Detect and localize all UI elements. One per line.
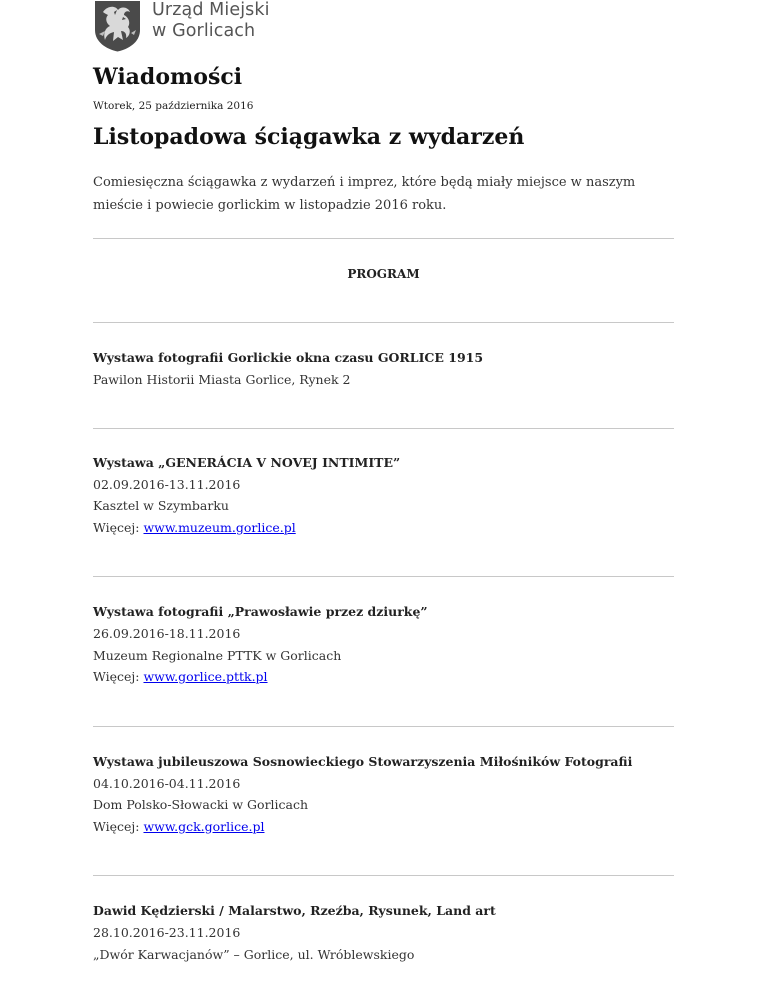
event-link[interactable]: www.gck.gorlice.pl <box>143 818 265 834</box>
event-dates: 04.10.2016-04.11.2016 <box>93 775 241 791</box>
event-dates: 28.10.2016-23.11.2016 <box>93 925 241 940</box>
event-item <box>93 727 674 838</box>
event-place: Kasztel w Szymbarku <box>93 498 229 513</box>
program-heading: PROGRAM <box>347 267 420 281</box>
event-place: Muzeum Regionalne PTTK w Gorlicach <box>93 647 342 663</box>
more-label: Więcej: <box>93 519 144 535</box>
more-label: Więcej: <box>93 669 144 684</box>
event-place: Dom Polsko-Słowacki w Gorlicach <box>93 797 309 812</box>
event-more <box>93 666 674 688</box>
more-label: Więcej: <box>93 818 144 834</box>
event-item <box>93 876 674 965</box>
event-link[interactable]: www.gorlice.pttk.pl <box>143 669 268 684</box>
article-title: Listopadowa ściągawka z wydarzeń <box>93 124 525 150</box>
logo-text <box>152 0 270 42</box>
event-title: Wystawa jubileuszowa Sosnowieckiego Stowarzyszenia Miłośników Fotografii <box>93 753 633 769</box>
event-item <box>93 429 674 539</box>
logo-line-2: w Gorlicach <box>152 21 256 41</box>
event-place: Pawilon Historii Miasta Gorlice, Rynek 2 <box>93 372 351 387</box>
event-link[interactable]: www.muzeum.gorlice.pl <box>143 519 296 535</box>
event-title: Wystawa „GENERÁCIA V NOVEJ INTIMITE” <box>93 454 401 470</box>
section-title: Wiadomości <box>93 64 243 90</box>
event-title: Dawid Kędzierski / Malarstwo, Rzeźba, Rysunek, Land art <box>93 903 496 918</box>
event-dates: 26.09.2016-18.11.2016 <box>93 626 241 641</box>
logo-line-1: Urząd Miejski <box>152 0 270 20</box>
coat-of-arms-icon <box>93 0 142 52</box>
site-logo[interactable] <box>93 0 674 60</box>
event-more <box>93 816 674 838</box>
event-more <box>93 517 674 539</box>
event-title: Wystawa fotografii Gorlickie okna czasu GORLICE 1915 <box>93 350 484 365</box>
separator <box>93 238 674 239</box>
event-item <box>93 323 674 391</box>
page <box>93 0 674 965</box>
event-place: „Dwór Karwacjanów” – Gorlice, ul. Wróblewskiego <box>93 946 415 962</box>
article-intro: Comiesięczna ściągawka z wydarzeń i imprez, które będą miały miejsce w naszym mieście i powiecie gorlickim w listopadzie 2016 roku. <box>93 175 636 213</box>
publish-date: Wtorek, 25 października 2016 <box>93 100 254 112</box>
event-item <box>93 577 674 688</box>
event-title: Wystawa fotografii „Prawosławie przez dziurkę” <box>93 604 428 619</box>
event-dates: 02.09.2016-13.11.2016 <box>93 476 241 492</box>
